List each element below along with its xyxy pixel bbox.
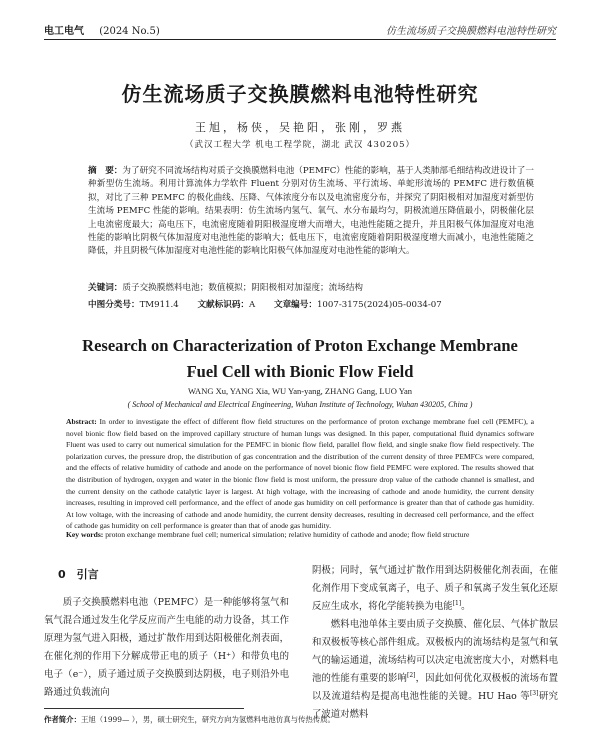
- header-divider: [44, 39, 556, 40]
- abstract-en: [66, 416, 534, 532]
- abstract-label-cn: 摘 要：: [88, 166, 123, 176]
- clc-label: 中图分类号：: [88, 300, 140, 310]
- intro-paragraph-2-text-a: 燃料电池单体主要由质子交换膜、催化层、气体扩散层和双极板等核心部件组成。双极板内的流场结构是氢气和氧气的输运通道，流场结构可以决定电流密度大小，对燃料电池的性能有重要的影响: [312, 619, 558, 684]
- body-column-right: [312, 562, 558, 724]
- title-en-line-2: Fuel Cell with Bionic Flow Field: [186, 362, 414, 381]
- intro-paragraph-2-text-c: 研究了波道对燃料: [312, 691, 558, 720]
- doc-code-value: A: [249, 300, 256, 310]
- citation-1[interactable]: [1]: [452, 599, 462, 607]
- footnote-divider: [44, 708, 244, 709]
- paper-title-en: [0, 333, 600, 385]
- journal-name: 电工电气: [44, 26, 84, 37]
- keywords-en: [66, 530, 534, 539]
- abstract-cn: [66, 165, 534, 259]
- section-heading-intro: 0 引言: [58, 568, 99, 581]
- article-no-label: 文章编号：: [273, 300, 317, 310]
- article-no-value: 1007-3175(2024)05-0034-07: [316, 300, 442, 310]
- abstract-text-cn: 为了研究不同流场结构对质子交换膜燃料电池（PEMFC）性能的影响，基于人类肺部毛细结构改进设计了一种新型仿生流场。利用计算流体力学软件 Fluent 分别对仿生流场、平行流场、单蛇形流场的 PEMFC 进行数值模拟，对比了三种 PEMFC 的极化曲线、压降、气体浓度分布以及电流密度分布，并探究了阴阳极相对加湿度对新型仿生流场 PEMFC 性能的影响。结果表明：仿生流场内氢气、氧气、水分布最均匀，阴极流道压降值最小，阴极催化层上电流密度最大；高电压下，电流密度随着阴阳极湿度增大而增大，电池性能随之提升，并且阳极气体加湿度对电池性能的影响比阴极气体加湿度对电池性能的影响大；低电压下，电流密度随着阴阳极湿度增大而减小，电池性能随之降低，并且阴极气体加湿度对电池性能的影响比阳极气体加湿度对电池性能的影响大。: [88, 166, 534, 257]
- intro-paragraph-1-cont-text: 阴极；同时，氧气通过扩散作用到达阴极催化剂表面，在催化剂作用下变成氧离子，电子、质子和氧离子发生氧化还原反应生成水，将化学能转换为电能: [312, 565, 558, 612]
- running-title: 仿生流场质子交换膜燃料电池特性研究: [386, 26, 556, 37]
- footnote-text: 王旭（1999— ），男，硕士研究生，研究方向为氢燃料电池仿真与传热传质。: [80, 715, 335, 724]
- title-en-line-1: Research on Characterization of Proton Exchange Membrane: [82, 336, 518, 355]
- keywords-cn: [88, 281, 534, 293]
- affiliation-cn: （武汉工程大学 机电工程学院，湖北 武汉 430205）: [184, 140, 416, 150]
- authors-en: WANG Xu, YANG Xia, WU Yan-yang, ZHANG Gang, LUO Yan: [187, 386, 413, 396]
- header-journal-info: [44, 22, 160, 37]
- intro-paragraph-1-cont: 阴极；同时，氧气通过扩散作用到达阴极催化剂表面，在催化剂作用下变成氧离子，电子、质子和氧离子发生氧化还原反应生成水，将化学能转换为电能[1]。: [312, 565, 558, 612]
- affiliation-en: ( School of Mechanical and Electrical Engineering, Wuhan Institute of Technology, Wuhan 430205, China ): [127, 400, 473, 409]
- keywords-label-en: Key words:: [66, 530, 104, 539]
- intro-paragraph-2: [312, 616, 558, 724]
- intro-paragraph-2-text-b: ，因此如何优化双极板的流场布置以及流道结构是提高电池性能的关键。HU Hao 等: [312, 673, 558, 702]
- footnote-label: 作者简介：: [44, 715, 81, 724]
- abstract-text-en: In order to investigate the effect of different flow field structures on the performance of proton exchange membrane fuel cell (PEMFC), a novel bionic flow field based on the improved capillary structure of human lungs was designed. In this paper, computational fluid dynamics software Fluent was used to carry out numerical simulation for the PEMFC in bionic flow field, parallel flow field, and single snake flow field respectively. The polarization curves, the pressure drop, the distribution of gas concentration and the distribution of the current density of three PEMFCs were compared, and the effects of relative humidity of cathode and anode on the performance of novel bionic flow field PEMFC were explored. The results showed that the distribution of hydrogen, oxygen and water in the bionic flow field is most uniform, the pressure drop value of the cathode channel is smallest, and the current density on the cathode catalytic layer is largest. At high voltage, with the increasing of cathode and anode humidity, the current density increases, resulting in improved cell performance, and the effect of anode gas humidity on cell performance is greater than that of cathode gas humidity. At low voltage, with the increasing of cathode and anode humidity, the current density decreases, resulting in decreased cell performance, and the effect of cathode gas humidity on cell performance is greater than that of anode gas humidity.: [66, 417, 534, 531]
- doc-code-label: 文献标识码：: [197, 300, 250, 310]
- authors-cn: 王旭，杨侠，吴艳阳，张刚，罗燕: [195, 121, 405, 134]
- keywords-text-en: proton exchange membrane fuel cell; numerical simulation; relative humidity of cathode and anode; flow field structure: [105, 530, 470, 539]
- keywords-label-cn: 关键词：: [88, 283, 123, 293]
- issue-number: (2024 No.5): [99, 26, 160, 37]
- citation-2[interactable]: [2]: [407, 671, 416, 679]
- body-column-left: [44, 562, 289, 702]
- citation-3[interactable]: [3]: [529, 689, 539, 697]
- abstract-label-en: Abstract:: [66, 417, 97, 426]
- clc-value: TM911.4: [139, 300, 179, 310]
- keywords-text-cn: 质子交换膜燃料电池；数值模拟；阴阳极相对加湿度；流场结构: [122, 283, 364, 293]
- author-footnote: [44, 714, 556, 725]
- classification-line: [88, 298, 534, 310]
- paper-title-cn: 仿生流场质子交换膜燃料电池特性研究: [121, 82, 479, 106]
- intro-paragraph-1: 质子交换膜燃料电池（PEMFC）是一种能够将氢气和氧气混合通过发生化学反应而产生电能的动力设备，其工作原理为氢气进入阳极，通过扩散作用到达阳极催化剂表面，在催化剂的作用下分解成带正电的质子（H⁺）和带负电的电子（e⁻），质子通过质子交换膜到达阴极，电子则沿外电路通过负载流向: [44, 597, 289, 698]
